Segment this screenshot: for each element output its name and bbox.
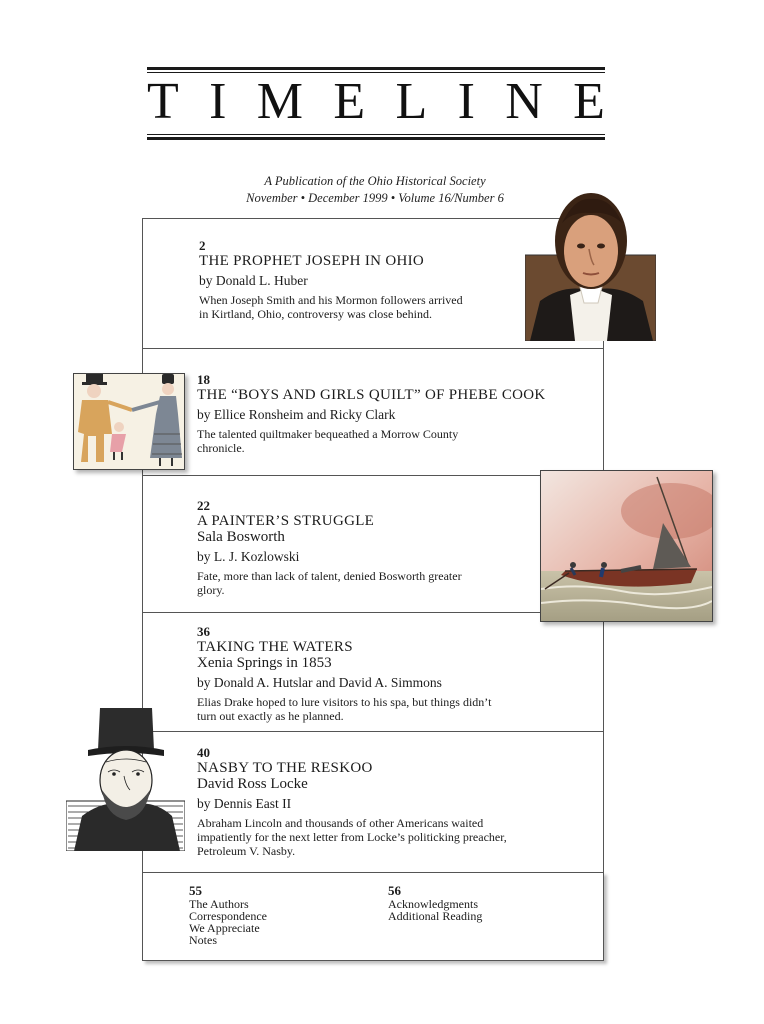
department-column	[388, 884, 558, 922]
article-byline: by Donald A. Hutslar and David A. Simmons	[197, 675, 442, 690]
article-entry-painters-struggle[interactable]	[142, 475, 604, 613]
article-description	[197, 816, 597, 858]
masthead-rule-bottom-thin	[147, 134, 605, 135]
article-description	[197, 569, 527, 597]
article-byline: by Ellice Ronsheim and Ricky Clark	[197, 407, 396, 422]
page-number: 22	[197, 498, 210, 513]
article-title: NASBY TO THE RESKOO	[197, 760, 373, 776]
department-item[interactable]: Additional Reading	[388, 909, 483, 923]
article-entry-boys-girls-quilt[interactable]	[142, 348, 604, 476]
boat-painting-image	[540, 470, 713, 622]
description-line: glory.	[197, 583, 225, 597]
department-item[interactable]: Notes	[189, 933, 217, 947]
masthead-title	[147, 73, 605, 130]
article-byline: by Dennis East II	[197, 796, 292, 811]
department-item[interactable]: Acknowledgments	[388, 897, 478, 911]
masthead-letter: I	[209, 73, 227, 130]
article-title: A PAINTER’S STRUGGLE	[197, 513, 375, 529]
page-number: 55	[189, 883, 202, 898]
page-number: 36	[197, 624, 210, 639]
joseph-smith-portrait-image	[525, 183, 656, 341]
article-description	[197, 427, 597, 455]
description-line: chronicle.	[197, 441, 245, 455]
description-line: The talented quiltmaker bequeathed a Morrow County	[197, 427, 459, 441]
article-title: THE “BOYS AND GIRLS QUILT” OF PHEBE COOK	[197, 387, 546, 403]
departments-panel	[142, 872, 604, 961]
description-line: in Kirtland, Ohio, controversy was close behind.	[199, 307, 432, 321]
article-byline: by L. J. Kozlowski	[197, 549, 300, 564]
page-number: 56	[388, 883, 401, 898]
article-subtitle: David Ross Locke	[197, 776, 308, 792]
description-line: turn out exactly as he planned.	[197, 709, 344, 723]
department-column	[189, 884, 359, 946]
article-subtitle: Xenia Springs in 1853	[197, 655, 332, 671]
publication-line: A Publication of the Ohio Historical Society	[264, 174, 486, 188]
description-line: Fate, more than lack of talent, denied Bosworth greater	[197, 569, 462, 583]
article-description	[197, 695, 597, 723]
article-title: TAKING THE WATERS	[197, 639, 353, 655]
article-title: THE PROPHET JOSEPH IN OHIO	[199, 253, 425, 269]
masthead-letter: E	[333, 73, 366, 130]
issue-line: November • December 1999 • Volume 16/Number 6	[246, 191, 504, 205]
department-item[interactable]: The Authors	[189, 897, 249, 911]
article-entry-taking-the-waters[interactable]	[142, 612, 604, 732]
article-byline: by Donald L. Huber	[199, 273, 308, 288]
masthead-letter: L	[395, 73, 428, 130]
masthead-letter: I	[457, 73, 475, 130]
masthead-letter: N	[505, 73, 543, 130]
description-line: Petroleum V. Nasby.	[197, 844, 296, 858]
article-description	[199, 293, 529, 321]
article-subtitle: Sala Bosworth	[197, 529, 285, 545]
description-line: When Joseph Smith and his Mormon followers arrived	[199, 293, 463, 307]
masthead-rule-top-thick	[147, 67, 605, 70]
department-item[interactable]: We Appreciate	[189, 921, 260, 935]
department-item[interactable]: Correspondence	[189, 909, 267, 923]
description-line: Elias Drake hoped to lure visitors to his spa, but things didn’t	[197, 695, 492, 709]
nasby-engraving-image	[66, 706, 185, 851]
article-entry-nasby-to-the-reskoo[interactable]	[142, 731, 604, 873]
description-line: impatiently for the next letter from Locke’s politicking preacher,	[197, 830, 507, 844]
description-line: Abraham Lincoln and thousands of other Americans waited	[197, 816, 484, 830]
masthead-letter: M	[256, 73, 304, 130]
masthead-letter: T	[147, 73, 179, 130]
masthead-rule-bottom-thick	[147, 137, 605, 140]
quilt-figures-image	[73, 373, 185, 470]
page-number: 2	[199, 238, 206, 253]
masthead-letter: E	[573, 73, 605, 130]
page-number: 40	[197, 745, 210, 760]
page-number: 18	[197, 372, 210, 387]
